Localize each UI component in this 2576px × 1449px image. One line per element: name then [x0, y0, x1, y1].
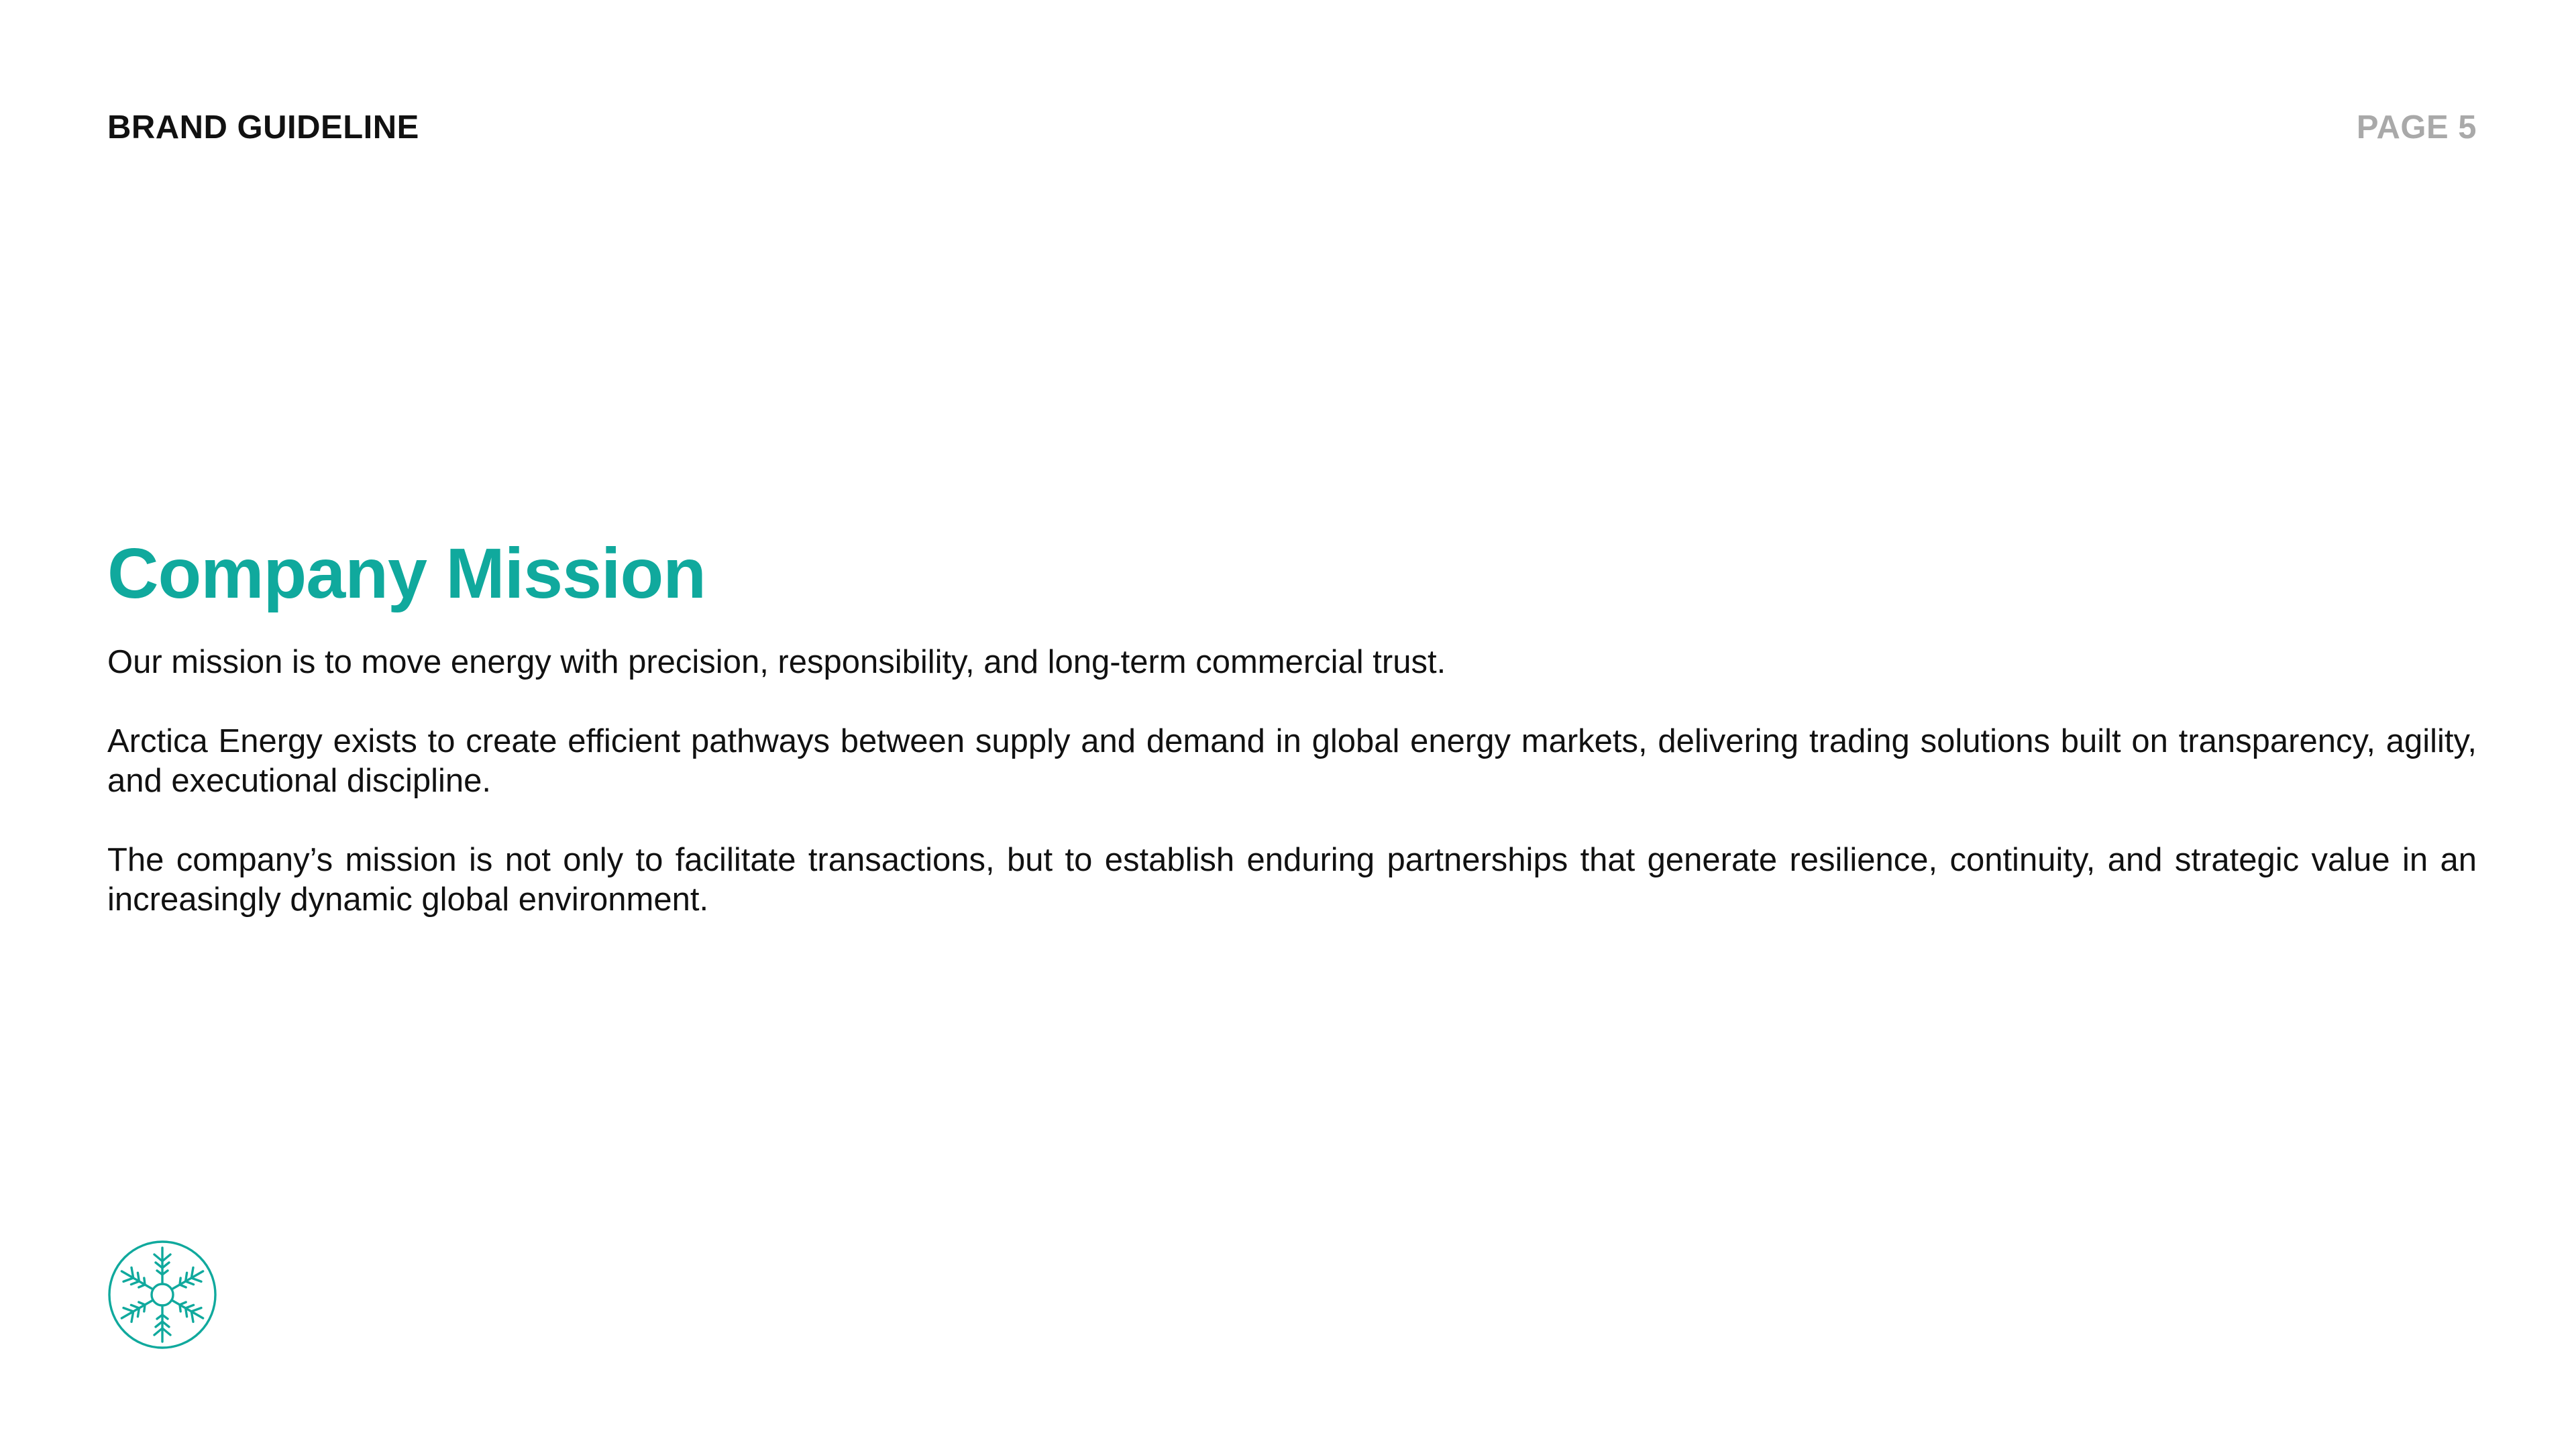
document-label: BRAND GUIDELINE [107, 109, 419, 146]
page-number: PAGE 5 [2356, 109, 2477, 146]
section-title: Company Mission [107, 534, 706, 613]
mission-section [107, 530, 2477, 920]
mission-paragraph-2: Arctica Energy exists to create efficient pathways between supply and demand in global energy markets, delivering trading solutions built on transparency, agility, and executional discipline. [107, 723, 2477, 799]
snowflake-logo-icon [107, 1240, 217, 1350]
mission-paragraph-3: The company’s mission is not only to facilitate transactions, but to establish enduring partnerships that generate resilience, continuity, and strategic value in an increasingly dynamic global environment. [107, 842, 2477, 918]
mission-paragraph-1: Our mission is to move energy with precision, responsibility, and long-term commercial trust. [107, 644, 1446, 680]
